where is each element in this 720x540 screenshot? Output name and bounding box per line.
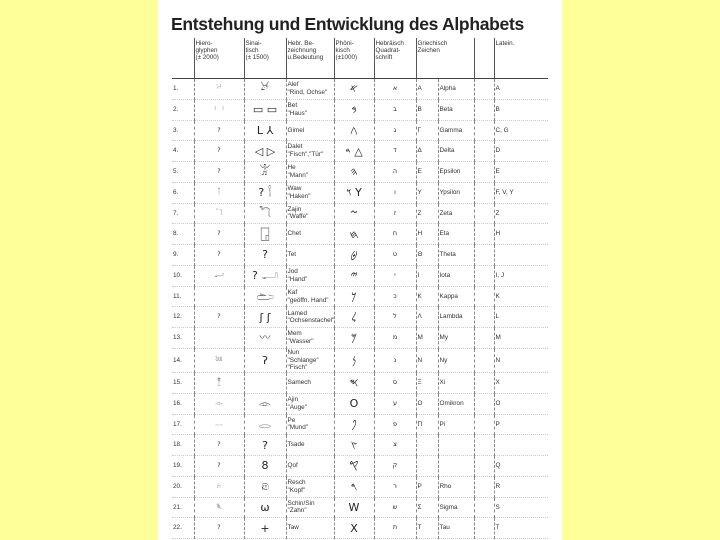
spacer-cell (474, 245, 494, 266)
table-row (172, 348, 548, 372)
phoenician-cell: W (334, 497, 374, 518)
sinaitic-cell: L ⅄ (244, 120, 286, 141)
phoenician-cell: X (334, 518, 374, 539)
row-number: 20. (172, 476, 194, 497)
greek-name-cell: Gamma (438, 120, 474, 141)
spacer-cell (474, 518, 494, 539)
greek-sign-cell: Γ (416, 120, 438, 141)
header-greek-name-spacer (474, 38, 494, 79)
quadrat-cell: ל (374, 307, 416, 328)
quadrat-cell: ר (374, 476, 416, 497)
hebrew-name-cell: He "Mann" (286, 162, 334, 183)
spacer-cell (474, 456, 494, 477)
spacer-cell (474, 497, 494, 518)
table-row (172, 141, 548, 162)
quadrat-cell: א (374, 79, 416, 100)
hieroglyph-cell: ? (194, 307, 244, 328)
row-number: 12. (172, 307, 194, 328)
spacer-cell (474, 79, 494, 100)
phoenician-cell: 𐤅 Y (334, 182, 374, 203)
hieroglyph-cell: ? (194, 456, 244, 477)
hebrew-name-cell: Samech (286, 373, 334, 394)
quadrat-cell: ע (374, 393, 416, 414)
greek-name-cell: Rho (438, 476, 474, 497)
row-number: 11. (172, 286, 194, 307)
table-row (172, 162, 548, 183)
greek-sign-cell: Π (416, 414, 438, 435)
row-number: 3. (172, 120, 194, 141)
greek-sign-cell: K (416, 286, 438, 307)
quadrat-cell: ט (374, 245, 416, 266)
table-row (172, 414, 548, 435)
table-row (172, 99, 548, 120)
table-row (172, 373, 548, 394)
phoenician-cell: 𐤐 (334, 414, 374, 435)
greek-name-cell: Ypsilon (438, 182, 474, 203)
greek-sign-cell: O (416, 393, 438, 414)
row-number: 18. (172, 435, 194, 456)
phoenician-cell: 𐤂 (334, 120, 374, 141)
row-number: 4. (172, 141, 194, 162)
sinaitic-cell: 𓁶 (244, 476, 286, 497)
greek-sign-cell: M (416, 328, 438, 349)
quadrat-cell: ד (374, 141, 416, 162)
quadrat-cell: ק (374, 456, 416, 477)
quadrat-cell: כ (374, 286, 416, 307)
sinaitic-cell: ? (244, 245, 286, 266)
latin-cell: P (494, 414, 548, 435)
row-number: 17. (172, 414, 194, 435)
row-number: 14. (172, 348, 194, 372)
hebrew-name-cell: Chet (286, 224, 334, 245)
hieroglyph-cell: ? (194, 435, 244, 456)
greek-name-cell: Zeta (438, 203, 474, 224)
phoenician-cell: O (334, 393, 374, 414)
row-number: 21. (172, 497, 194, 518)
greek-name-cell (438, 456, 474, 477)
table-row (172, 476, 548, 497)
spacer-cell (474, 348, 494, 372)
latin-cell: E (494, 162, 548, 183)
quadrat-cell: ג (374, 120, 416, 141)
row-number: 6. (172, 182, 194, 203)
table-row (172, 203, 548, 224)
quadrat-cell: נ (374, 348, 416, 372)
phoenician-cell: 𐤓 (334, 476, 374, 497)
header-hebrew-name: Hebr. Be- zeichnung u.Bedeutung (286, 38, 334, 79)
greek-name-cell: Omikron (438, 393, 474, 414)
spacer-cell (474, 203, 494, 224)
greek-sign-cell: E (416, 162, 438, 183)
row-number: 15. (172, 373, 194, 394)
row-number: 13. (172, 328, 194, 349)
latin-cell: K (494, 286, 548, 307)
row-number: 7. (172, 203, 194, 224)
spacer-cell (474, 99, 494, 120)
hebrew-name-cell: Qof (286, 456, 334, 477)
greek-name-cell: Xi (438, 373, 474, 394)
hebrew-name-cell: Taw (286, 518, 334, 539)
row-number: 19. (172, 456, 194, 477)
table-row (172, 307, 548, 328)
table-row (172, 435, 548, 456)
greek-name-cell: My (438, 328, 474, 349)
hebrew-name-cell: Lamed "Ochsenstachel" (286, 307, 334, 328)
hebrew-name-cell: Pe "Mund" (286, 414, 334, 435)
latin-cell (494, 245, 548, 266)
table-row (172, 286, 548, 307)
greek-name-cell: Beta (438, 99, 474, 120)
sinaitic-cell: 〰 (244, 328, 286, 349)
header-quadrat: Hebräisch Quadrat- schrift (374, 38, 416, 79)
hebrew-name-cell: Mem "Wasser" (286, 328, 334, 349)
hieroglyph-cell: ? (194, 120, 244, 141)
phoenician-cell: 𐤍 (334, 348, 374, 372)
greek-sign-cell (416, 456, 438, 477)
greek-sign-cell: Z (416, 203, 438, 224)
greek-sign-cell: T (416, 518, 438, 539)
hieroglyph-cell: ? (194, 224, 244, 245)
greek-name-cell: Theta (438, 245, 474, 266)
sinaitic-cell: 𓁹 (244, 393, 286, 414)
row-number: 5. (172, 162, 194, 183)
spacer-cell (474, 182, 494, 203)
greek-sign-cell: A (416, 79, 438, 100)
row-number: 10. (172, 265, 194, 286)
header-sinaitic: Sinai- tisch (± 1500) (244, 38, 286, 79)
sinaitic-cell: 𓆓 (244, 203, 286, 224)
hebrew-name-cell: Kaf "geöffn. Hand" (286, 286, 334, 307)
row-number: 22. (172, 518, 194, 539)
hieroglyph-cell: 𓂝 (194, 265, 244, 286)
latin-cell: I, J (494, 265, 548, 286)
hebrew-name-cell: Resch "Kopf" (286, 476, 334, 497)
greek-sign-cell: B (416, 99, 438, 120)
latin-cell: Q (494, 456, 548, 477)
hebrew-name-cell: Nun "Schlange" "Fisch" (286, 348, 334, 372)
quadrat-cell: ת (374, 518, 416, 539)
sinaitic-cell: ʔ (244, 348, 286, 372)
header-num (172, 38, 194, 79)
latin-cell: O (494, 393, 548, 414)
phoenician-cell: 𐤌 (334, 328, 374, 349)
spacer-cell (474, 373, 494, 394)
spacer-cell (474, 307, 494, 328)
phoenician-cell: 𐤎 (334, 373, 374, 394)
spacer-cell (474, 162, 494, 183)
hebrew-name-cell: Zajin "Waffe" (286, 203, 334, 224)
greek-sign-cell: I (416, 265, 438, 286)
latin-cell: N (494, 348, 548, 372)
table-row (172, 120, 548, 141)
quadrat-cell: ב (374, 99, 416, 120)
hieroglyph-cell: 𓁹 (194, 393, 244, 414)
hieroglyph-cell: 𓂋 (194, 414, 244, 435)
page-title: Entstehung und Entwicklung des Alphabets (171, 14, 524, 34)
row-number: 16. (172, 393, 194, 414)
greek-sign-cell: H (416, 224, 438, 245)
hieroglyph-cell: 𓁶 (194, 476, 244, 497)
alphabet-table (172, 38, 548, 539)
row-number: 1. (172, 79, 194, 100)
hieroglyph-cell: ? (194, 245, 244, 266)
greek-name-cell: Delta (438, 141, 474, 162)
quadrat-cell: ח (374, 224, 416, 245)
hieroglyph-cell: ? (194, 141, 244, 162)
greek-name-cell (438, 435, 474, 456)
table-row (172, 393, 548, 414)
hieroglyph-cell (194, 328, 244, 349)
hebrew-name-cell: Ajin "Auge" (286, 393, 334, 414)
latin-cell: Z (494, 203, 548, 224)
hieroglyph-cell: 𓆓 (194, 203, 244, 224)
hebrew-name-cell: Alef "Rind, Ochse" (286, 79, 334, 100)
sinaitic-cell: 8 (244, 456, 286, 477)
phoenician-cell: 𐤈 (334, 245, 374, 266)
sinaitic-cell: 𓂋 (244, 414, 286, 435)
greek-sign-cell (416, 435, 438, 456)
hebrew-name-cell: Bet "Haus" (286, 99, 334, 120)
hieroglyph-cell: 𓉐 (194, 99, 244, 120)
spacer-cell (474, 393, 494, 414)
latin-cell: A (494, 79, 548, 100)
quadrat-cell: ש (374, 497, 416, 518)
spacer-cell (474, 328, 494, 349)
greek-name-cell: Eta (438, 224, 474, 245)
phoenician-cell: 𐤆 (334, 203, 374, 224)
greek-sign-cell: Δ (416, 141, 438, 162)
phoenician-cell: 𐤉 (334, 265, 374, 286)
hebrew-name-cell: Tet (286, 245, 334, 266)
header-greek-sign: Griechisch Zeichen (416, 38, 474, 79)
quadrat-cell: ה (374, 162, 416, 183)
greek-sign-cell: Y (416, 182, 438, 203)
sinaitic-cell: + (244, 518, 286, 539)
table-row (172, 518, 548, 539)
phoenician-cell: 𐤊 (334, 286, 374, 307)
hieroglyph-cell (194, 286, 244, 307)
table-row (172, 182, 548, 203)
hebrew-name-cell: Waw "Haken" (286, 182, 334, 203)
greek-sign-cell: N (416, 348, 438, 372)
spacer-cell (474, 414, 494, 435)
spacer-cell (474, 286, 494, 307)
hebrew-name-cell: Schin/Sin "Zahn" (286, 497, 334, 518)
header-hieroglyphs: Hiero- glyphen (± 2000) (194, 38, 244, 79)
greek-name-cell: Tau (438, 518, 474, 539)
hebrew-name-cell: Tsade (286, 435, 334, 456)
sinaitic-cell: ? 𓂝 (244, 265, 286, 286)
latin-cell: L (494, 307, 548, 328)
greek-sign-cell: Σ (416, 497, 438, 518)
sinaitic-cell: ▭ ▭ (244, 99, 286, 120)
row-number: 8. (172, 224, 194, 245)
sinaitic-cell: ◁ ▷ (244, 141, 286, 162)
phoenician-cell: 𐤇 (334, 224, 374, 245)
hebrew-name-cell: Gimel (286, 120, 334, 141)
sinaitic-cell: 𓉗 (244, 224, 286, 245)
latin-cell: F, V, Y (494, 182, 548, 203)
table-row (172, 328, 548, 349)
spacer-cell (474, 224, 494, 245)
greek-name-cell: Iota (438, 265, 474, 286)
latin-cell: B (494, 99, 548, 120)
row-number: 9. (172, 245, 194, 266)
greek-name-cell: Epsilon (438, 162, 474, 183)
greek-sign-cell: Θ (416, 245, 438, 266)
quadrat-cell: ז (374, 203, 416, 224)
quadrat-cell: ס (374, 373, 416, 394)
latin-cell: H (494, 224, 548, 245)
hieroglyph-cell: 𓆙 (194, 348, 244, 372)
greek-sign-cell: Λ (416, 307, 438, 328)
latin-cell: S (494, 497, 548, 518)
hieroglyph-cell: 𓌉 (194, 182, 244, 203)
quadrat-cell: י (374, 265, 416, 286)
table-row (172, 497, 548, 518)
hieroglyph-cell: 𓊽 (194, 373, 244, 394)
spacer-cell (474, 265, 494, 286)
sinaitic-cell: 𓀠 (244, 162, 286, 183)
greek-name-cell: Sigma (438, 497, 474, 518)
quadrat-cell: פ (374, 414, 416, 435)
phoenician-cell: 𐤋 (334, 307, 374, 328)
sinaitic-cell (244, 373, 286, 394)
quadrat-cell: מ (374, 328, 416, 349)
table-row (172, 265, 548, 286)
hebrew-name-cell: Dalet "Fisch","Tür" (286, 141, 334, 162)
hieroglyph-cell: 𓃾 (194, 79, 244, 100)
header-latin: Latein. (494, 38, 548, 79)
hebrew-name-cell: Jod "Hand" (286, 265, 334, 286)
table-row (172, 245, 548, 266)
phoenician-cell: 𐤒 (334, 456, 374, 477)
spacer-cell (474, 141, 494, 162)
table-row (172, 456, 548, 477)
header-phoenician: Phöni- kisch (±1000) (334, 38, 374, 79)
phoenician-cell: 𐤀 (334, 79, 374, 100)
latin-cell (494, 435, 548, 456)
greek-name-cell: Alpha (438, 79, 474, 100)
latin-cell: C, G (494, 120, 548, 141)
greek-sign-cell: P (416, 476, 438, 497)
phoenician-cell: 𐤄 (334, 162, 374, 183)
latin-cell: T (494, 518, 548, 539)
table-row (172, 224, 548, 245)
latin-cell: D (494, 141, 548, 162)
phoenician-cell: 𐤁 (334, 99, 374, 120)
greek-sign-cell: Ξ (416, 373, 438, 394)
hieroglyph-cell: ? (194, 162, 244, 183)
sinaitic-cell: ω (244, 497, 286, 518)
greek-name-cell: Lambda (438, 307, 474, 328)
row-number: 2. (172, 99, 194, 120)
quadrat-cell: ו (374, 182, 416, 203)
latin-cell: R (494, 476, 548, 497)
table-row (172, 79, 548, 100)
table-header-row (172, 38, 548, 79)
hieroglyph-cell: 𓆰 (194, 497, 244, 518)
hieroglyph-cell: ? (194, 518, 244, 539)
phoenician-cell: 𐤃 △ (334, 141, 374, 162)
greek-name-cell: Kappa (438, 286, 474, 307)
sinaitic-cell: ʃ ʃ (244, 307, 286, 328)
sinaitic-cell: 𓃾 (244, 79, 286, 100)
spacer-cell (474, 435, 494, 456)
quadrat-cell: צ (374, 435, 416, 456)
sinaitic-cell: 𓂧 (244, 286, 286, 307)
sinaitic-cell: ? 𓌉 (244, 182, 286, 203)
spacer-cell (474, 476, 494, 497)
spacer-cell (474, 120, 494, 141)
greek-name-cell: Pi (438, 414, 474, 435)
phoenician-cell: 𐤑 (334, 435, 374, 456)
sinaitic-cell: ? (244, 435, 286, 456)
greek-name-cell: Ny (438, 348, 474, 372)
latin-cell: M (494, 328, 548, 349)
latin-cell: X (494, 373, 548, 394)
